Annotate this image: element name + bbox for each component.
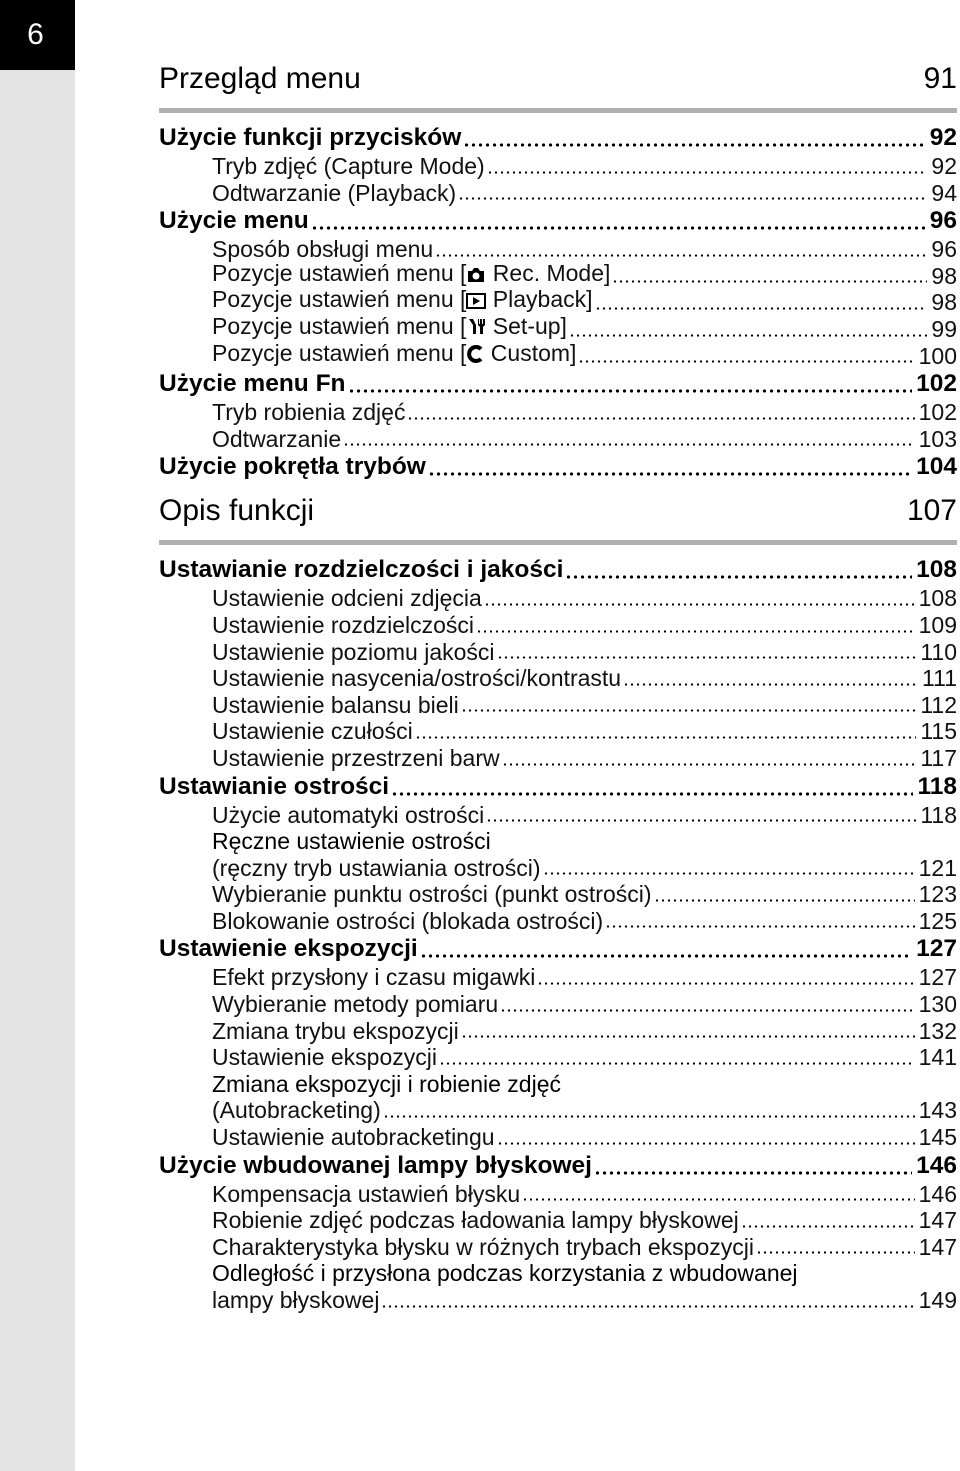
toc-entry-label: Użycie wbudowanej lampy błyskowej bbox=[159, 1151, 592, 1179]
toc-entry-first-line: Odległość i przysłona podczas korzystania z wbudowanej bbox=[212, 1260, 798, 1287]
toc-section-entry[interactable] bbox=[159, 452, 957, 482]
toc-entry-label: Charakterystyka błysku w różnych trybach ekspozycji bbox=[212, 1233, 754, 1260]
toc-subsection-entry[interactable] bbox=[159, 286, 957, 316]
dot-leader bbox=[348, 389, 913, 393]
dot-leader bbox=[594, 1171, 912, 1175]
toc-subsection-entry[interactable] bbox=[159, 991, 957, 1018]
toc-entry-page: 98 bbox=[931, 262, 957, 289]
chapter-divider bbox=[159, 540, 957, 545]
toc-entry-page: 112 bbox=[920, 691, 957, 718]
toc-entry-page: 100 bbox=[918, 342, 957, 369]
toc-entry-label: Użycie pokrętła trybów bbox=[159, 453, 426, 481]
toc-entry-label: Odtwarzanie bbox=[212, 425, 342, 452]
dot-leader bbox=[484, 603, 915, 606]
toc-entry-label: Zmiana trybu ekspozycji bbox=[212, 1017, 459, 1044]
toc-entry-label: Ustawienie czułości bbox=[212, 718, 413, 745]
toc-subsection-entry[interactable] bbox=[159, 1207, 957, 1234]
toc-subsection-entry[interactable] bbox=[159, 1181, 957, 1208]
toc-subsection-entry[interactable] bbox=[159, 236, 957, 263]
toc-entry-label-suffix: Playback] bbox=[486, 286, 593, 313]
toc-subsection-entry[interactable] bbox=[159, 426, 957, 453]
playback-icon bbox=[466, 289, 486, 316]
dot-leader bbox=[381, 1305, 914, 1308]
toc-entry-page: 109 bbox=[918, 611, 957, 638]
dot-leader bbox=[565, 575, 912, 579]
toc-subsection-entry[interactable] bbox=[159, 259, 957, 290]
toc-entry-page: 110 bbox=[920, 638, 957, 665]
dot-leader bbox=[497, 656, 917, 659]
chapter-heading[interactable] bbox=[159, 58, 957, 100]
toc-entry-page: 102 bbox=[918, 399, 957, 426]
page-number-tab: 6 bbox=[0, 0, 75, 70]
dot-leader bbox=[741, 1225, 915, 1228]
toc-subsection-entry[interactable] bbox=[159, 745, 957, 772]
toc-entry-page: 108 bbox=[918, 585, 957, 612]
toc-entry-first-line: Ręczne ustawienie ostrości bbox=[212, 828, 491, 855]
toc-subsection-entry[interactable] bbox=[159, 665, 957, 692]
chapter-heading[interactable] bbox=[159, 490, 957, 532]
toc-entry-page: 118 bbox=[917, 772, 957, 800]
toc-section-entry[interactable] bbox=[159, 772, 957, 802]
dot-leader bbox=[415, 736, 917, 739]
dot-leader bbox=[522, 1198, 915, 1201]
toc-entry-page: 130 bbox=[918, 991, 957, 1018]
toc-section-entry[interactable] bbox=[159, 555, 957, 585]
dot-leader bbox=[486, 819, 916, 822]
toc-entry-label: Ustawienie odcieni zdjęcia bbox=[212, 585, 482, 612]
toc-subsection-entry[interactable] bbox=[159, 399, 957, 426]
toc-entry-page: 145 bbox=[918, 1124, 957, 1151]
toc-entry-label: Tryb robienia zdjęć bbox=[212, 399, 406, 426]
dot-leader bbox=[756, 1251, 915, 1254]
table-of-contents bbox=[159, 58, 957, 1314]
custom-c-icon bbox=[466, 343, 484, 370]
dot-leader bbox=[439, 1062, 915, 1065]
dot-leader bbox=[435, 254, 927, 257]
toc-subsection-entry[interactable] bbox=[159, 339, 957, 370]
toc-entry-label: Użycie funkcji przycisków bbox=[159, 124, 462, 151]
toc-entry-page: 121 bbox=[918, 854, 957, 881]
toc-entry-label: Użycie automatyki ostrości bbox=[212, 801, 485, 828]
toc-subsection-entry[interactable] bbox=[159, 639, 957, 666]
dot-leader bbox=[502, 763, 917, 766]
toc-entry-page: 125 bbox=[918, 907, 957, 934]
toc-entry-label: Blokowanie ostrości (blokada ostrości) bbox=[212, 907, 604, 934]
toc-entry-page: 117 bbox=[920, 744, 957, 771]
toc-subsection-entry[interactable] bbox=[159, 1097, 957, 1124]
wrench-icon bbox=[466, 316, 486, 343]
toc-section-entry[interactable] bbox=[159, 123, 957, 153]
toc-subsection-entry[interactable] bbox=[159, 718, 957, 745]
toc-subsection-entry[interactable] bbox=[159, 180, 957, 207]
dot-leader bbox=[463, 143, 925, 147]
dot-leader bbox=[537, 982, 914, 985]
chapter-page: 107 bbox=[906, 494, 957, 528]
dot-leader bbox=[461, 1035, 915, 1038]
dot-leader bbox=[497, 1142, 915, 1145]
toc-entry-label: (Autobracketing) bbox=[212, 1097, 381, 1124]
dot-leader bbox=[578, 360, 914, 363]
toc-entry-label: Odtwarzanie (Playback) bbox=[212, 179, 457, 206]
toc-subsection-entry[interactable] bbox=[159, 312, 957, 343]
toc-subsection-entry[interactable] bbox=[159, 153, 957, 180]
toc-entry-page: 146 bbox=[918, 1180, 957, 1207]
toc-entry-page: 99 bbox=[931, 315, 957, 342]
toc-entry-page: 96 bbox=[931, 236, 957, 263]
toc-subsection-entry[interactable] bbox=[159, 881, 957, 908]
toc-entry-label-prefix: Pozycje ustawień menu [ bbox=[212, 312, 467, 339]
toc-entry-label: lampy błyskowej bbox=[212, 1287, 380, 1313]
chapter-spacer bbox=[159, 482, 957, 490]
toc-entry-page: 143 bbox=[918, 1097, 957, 1124]
toc-entry-page: 141 bbox=[918, 1044, 957, 1071]
toc-entry-label bbox=[212, 260, 610, 290]
toc-subsection-entry[interactable] bbox=[159, 612, 957, 639]
toc-entry-label: Ustawienie rozdzielczości bbox=[212, 611, 475, 638]
toc-entry-label: Ustawianie ostrości bbox=[159, 772, 390, 800]
toc-entry-page: 115 bbox=[920, 718, 957, 745]
toc-entry-first-line: Zmiana ekspozycji i robienie zdjęć bbox=[212, 1070, 561, 1097]
toc-entry-label: Ustawianie rozdzielczości i jakości bbox=[159, 556, 564, 584]
toc-entry-page: 98 bbox=[931, 289, 957, 316]
toc-entry-label: Ustawienie poziomu jakości bbox=[212, 638, 495, 665]
side-strip bbox=[0, 0, 75, 1471]
toc-section-entry[interactable] bbox=[159, 369, 957, 399]
toc-entry-page: 92 bbox=[929, 124, 957, 151]
toc-entry-page: 92 bbox=[931, 153, 957, 179]
dot-leader bbox=[420, 954, 912, 958]
dot-leader bbox=[476, 630, 915, 633]
toc-entry-label: Efekt przysłony i czasu migawki bbox=[212, 964, 536, 991]
toc-entry-label: Wybieranie metody pomiaru bbox=[212, 991, 499, 1018]
dot-leader bbox=[407, 417, 914, 420]
toc-subsection-entry[interactable] bbox=[159, 1044, 957, 1071]
camera-icon bbox=[466, 263, 486, 290]
toc-subsection-entry[interactable] bbox=[159, 1234, 957, 1261]
toc-entry-label bbox=[212, 313, 567, 343]
toc-entry-label: Tryb zdjęć (Capture Mode) bbox=[212, 153, 485, 179]
chapter-divider bbox=[159, 108, 957, 113]
toc-subsection-entry[interactable] bbox=[159, 855, 957, 882]
toc-entry-label bbox=[212, 340, 576, 370]
toc-entry-page: 146 bbox=[916, 1151, 957, 1179]
toc-subsection-entry[interactable] bbox=[159, 692, 957, 719]
toc-entry-page: 102 bbox=[916, 370, 957, 398]
toc-entry-label bbox=[212, 286, 593, 316]
dot-leader bbox=[612, 280, 927, 283]
toc-subsection-entry[interactable] bbox=[159, 1287, 957, 1314]
chapter bbox=[159, 482, 957, 1313]
dot-leader bbox=[391, 792, 913, 796]
dot-leader bbox=[623, 683, 918, 686]
chapter-title: Przegląd menu bbox=[159, 62, 361, 95]
toc-entry-label: Ustawienie autobracketingu bbox=[212, 1124, 495, 1151]
toc-entry-page: 104 bbox=[916, 453, 957, 481]
dot-leader bbox=[569, 334, 927, 337]
toc-entry-page: 127 bbox=[918, 964, 957, 991]
dot-leader bbox=[343, 443, 915, 446]
toc-entry-label: Ustawienie balansu bieli bbox=[212, 691, 459, 718]
toc-entry-page: 123 bbox=[918, 881, 957, 908]
toc-subsection-entry[interactable] bbox=[159, 1124, 957, 1151]
toc-entry-label: Ustawienie ekspozycji bbox=[212, 1044, 437, 1071]
toc-subsection-entry[interactable] bbox=[159, 908, 957, 935]
toc-entry-label-suffix: Rec. Mode] bbox=[486, 259, 611, 286]
toc-section-entry[interactable] bbox=[159, 206, 957, 236]
toc-entry-label: Użycie menu bbox=[159, 207, 309, 235]
toc-entry-label: (ręczny tryb ustawiania ostrości) bbox=[212, 854, 541, 881]
toc-entry-page: 111 bbox=[922, 665, 957, 692]
toc-subsection-entry[interactable] bbox=[159, 585, 957, 612]
toc-entry-label: Ustawienie nasycenia/ostrości/kontrastu bbox=[212, 665, 622, 692]
dot-leader bbox=[654, 899, 915, 902]
dot-leader bbox=[500, 1009, 914, 1012]
toc-section-entry[interactable] bbox=[159, 934, 957, 964]
toc-entry-page: 103 bbox=[918, 425, 957, 452]
toc-entry-label-suffix: Custom] bbox=[484, 339, 577, 366]
dot-leader bbox=[595, 307, 928, 310]
dot-leader bbox=[605, 925, 914, 928]
toc-entry-label: Robienie zdjęć podczas ładowania lampy błyskowej bbox=[212, 1207, 739, 1234]
toc-entry-page: 147 bbox=[918, 1207, 957, 1234]
toc-entry-label-suffix: Set-up] bbox=[486, 312, 567, 339]
toc-entry-page: 96 bbox=[929, 207, 957, 235]
toc-subsection-entry[interactable] bbox=[159, 964, 957, 991]
chapter bbox=[159, 58, 957, 482]
dot-leader bbox=[458, 197, 927, 200]
toc-entry-label: Ustawienie ekspozycji bbox=[159, 935, 418, 963]
toc-entry-page: 147 bbox=[918, 1233, 957, 1260]
dot-leader bbox=[428, 472, 912, 476]
toc-entry-page: 132 bbox=[918, 1017, 957, 1044]
toc-entry-page: 108 bbox=[916, 556, 957, 584]
toc-entry-page: 94 bbox=[931, 179, 957, 206]
dot-leader bbox=[487, 171, 928, 174]
dot-leader bbox=[461, 709, 917, 712]
toc-entry-label: Sposób obsługi menu bbox=[212, 236, 434, 263]
dot-leader bbox=[543, 872, 915, 875]
toc-entry-label-prefix: Pozycje ustawień menu [ bbox=[212, 286, 467, 313]
toc-entry-page: 149 bbox=[918, 1287, 957, 1313]
chapter-title: Opis funkcji bbox=[159, 494, 315, 528]
toc-entry-label-prefix: Pozycje ustawień menu [ bbox=[212, 259, 467, 286]
chapter-page: 91 bbox=[923, 62, 957, 95]
toc-entry-label: Wybieranie punktu ostrości (punkt ostrości) bbox=[212, 881, 652, 908]
dot-leader bbox=[383, 1115, 915, 1118]
toc-entry-page: 118 bbox=[920, 801, 957, 828]
toc-subsection-entry[interactable] bbox=[159, 1018, 957, 1045]
toc-entry-label: Użycie menu Fn bbox=[159, 370, 346, 398]
toc-entry-label: Ustawienie przestrzeni barw bbox=[212, 744, 500, 771]
toc-entry-label-prefix: Pozycje ustawień menu [ bbox=[212, 339, 467, 366]
toc-subsection-entry[interactable] bbox=[159, 802, 957, 829]
dot-leader bbox=[311, 226, 926, 230]
toc-entry-page: 127 bbox=[916, 935, 957, 963]
toc-entry-label: Kompensacja ustawień błysku bbox=[212, 1180, 521, 1207]
toc-section-entry[interactable] bbox=[159, 1151, 957, 1181]
